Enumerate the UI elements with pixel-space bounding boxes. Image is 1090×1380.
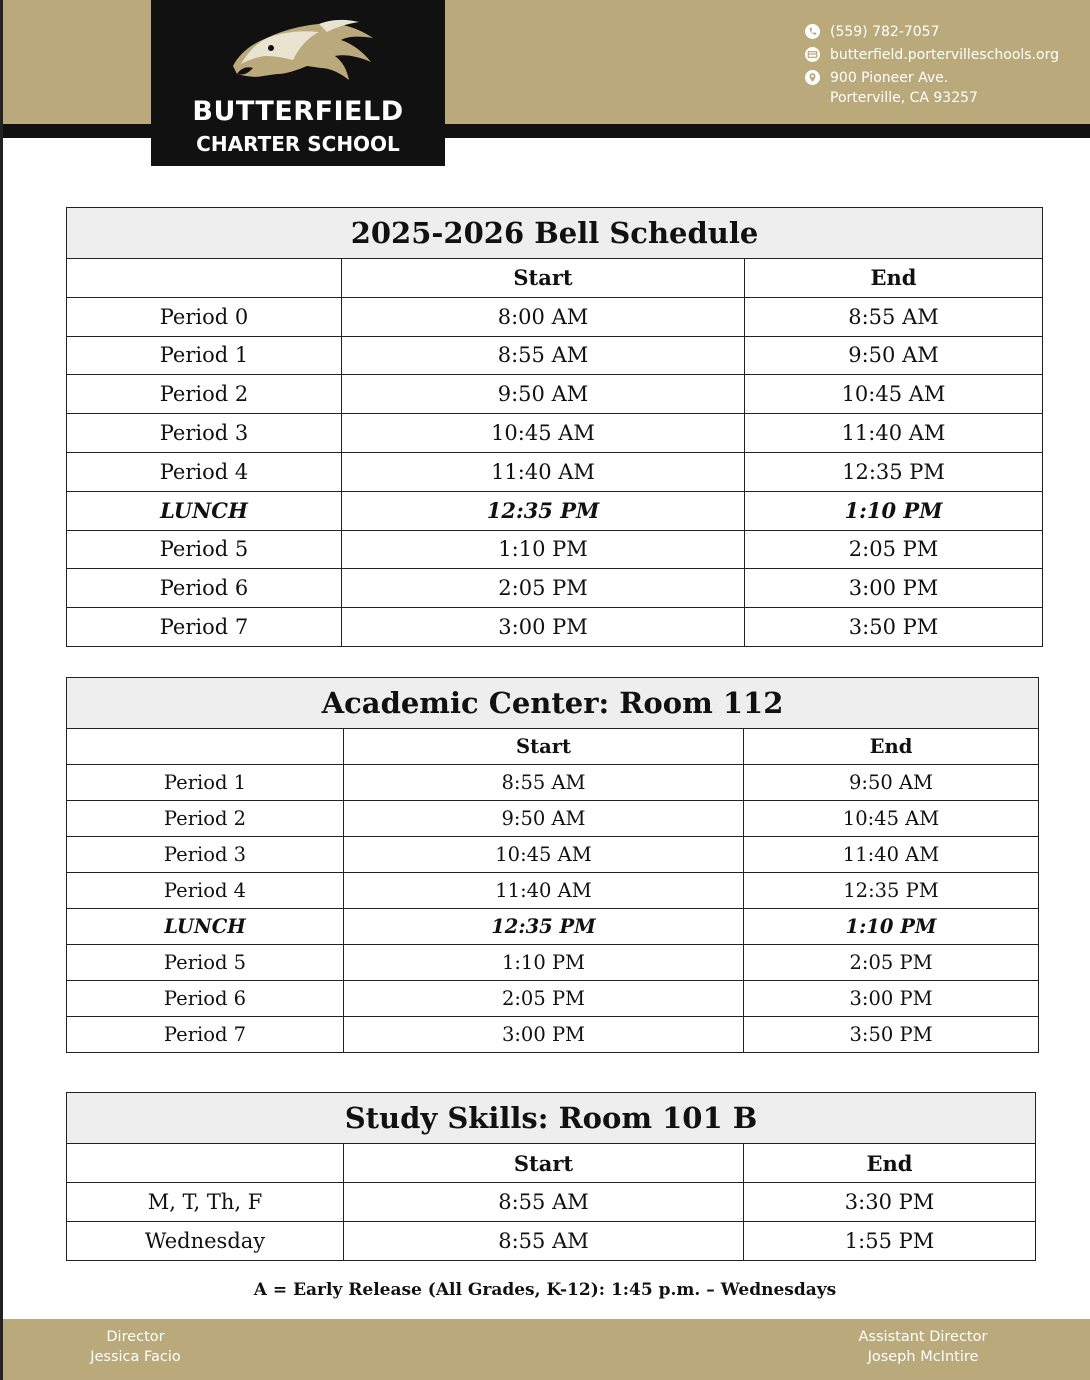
table-row: Period 5 1:10 PM 2:05 PM bbox=[67, 530, 1043, 569]
school-name-line1: BUTTERFIELD bbox=[192, 96, 404, 127]
header-blank bbox=[67, 259, 342, 298]
bell-schedule-title: 2025-2026 Bell Schedule bbox=[67, 208, 1043, 259]
lunch-row: LUNCH 12:35 PM 1:10 PM bbox=[67, 909, 1039, 945]
table-row: Period 7 3:00 PM 3:50 PM bbox=[67, 608, 1043, 647]
early-release-note: A = Early Release (All Grades, K-12): 1:45 p.m. – Wednesdays bbox=[253, 1280, 837, 1300]
table-row: Period 4 11:40 AM 12:35 PM bbox=[67, 873, 1039, 909]
table-row: Period 3 10:45 AM 11:40 AM bbox=[67, 837, 1039, 873]
header-blank bbox=[67, 729, 344, 765]
contact-website[interactable]: butterfield.portervilleschools.org bbox=[830, 47, 1059, 63]
academic-center-table bbox=[66, 677, 1039, 1053]
table-row: Period 2 9:50 AM 10:45 AM bbox=[67, 375, 1043, 414]
assistant-name: Joseph McIntire bbox=[867, 1349, 979, 1365]
director-name: Jessica Facio bbox=[90, 1349, 181, 1365]
header-end: End bbox=[744, 1144, 1036, 1183]
table-row: Period 5 1:10 PM 2:05 PM bbox=[67, 945, 1039, 981]
contact-phone: (559) 782-7057 bbox=[830, 24, 940, 40]
contact-info bbox=[805, 22, 1059, 106]
table-row: Period 2 9:50 AM 10:45 AM bbox=[67, 801, 1039, 837]
contact-address-line1: 900 Pioneer Ave. bbox=[830, 70, 949, 86]
table-row: Period 6 2:05 PM 3:00 PM bbox=[67, 569, 1043, 608]
header-end: End bbox=[745, 259, 1043, 298]
footer-band bbox=[3, 1319, 1090, 1380]
header-start: Start bbox=[342, 259, 745, 298]
phone-icon bbox=[805, 24, 820, 39]
location-pin-icon bbox=[805, 70, 820, 85]
mustang-logo-icon bbox=[227, 18, 377, 88]
director-title: Director bbox=[106, 1329, 165, 1345]
study-skills-table bbox=[66, 1092, 1036, 1261]
table-row: Wednesday 8:55 AM 1:55 PM bbox=[67, 1222, 1036, 1261]
table-row: Period 6 2:05 PM 3:00 PM bbox=[67, 981, 1039, 1017]
web-icon bbox=[805, 47, 820, 62]
table-row: Period 7 3:00 PM 3:50 PM bbox=[67, 1017, 1039, 1053]
school-name-line2: CHARTER SCHOOL bbox=[196, 132, 400, 156]
director-signature bbox=[63, 1327, 208, 1367]
study-skills-title: Study Skills: Room 101 B bbox=[67, 1093, 1036, 1144]
contact-address-line2: Porterville, CA 93257 bbox=[830, 90, 978, 106]
table-row: Period 1 8:55 AM 9:50 AM bbox=[67, 765, 1039, 801]
table-row: Period 3 10:45 AM 11:40 AM bbox=[67, 414, 1043, 453]
table-row: M, T, Th, F 8:55 AM 3:30 PM bbox=[67, 1183, 1036, 1222]
contact-phone-row bbox=[805, 22, 1059, 45]
bell-schedule-table bbox=[66, 207, 1043, 647]
assistant-title: Assistant Director bbox=[858, 1329, 988, 1345]
academic-center-title: Academic Center: Room 112 bbox=[67, 678, 1039, 729]
page-left-edge bbox=[0, 0, 3, 1380]
header-blank bbox=[67, 1144, 344, 1183]
header-end: End bbox=[744, 729, 1039, 765]
table-row: Period 1 8:55 AM 9:50 AM bbox=[67, 336, 1043, 375]
lunch-row: LUNCH 12:35 PM 1:10 PM bbox=[67, 491, 1043, 530]
table-row: Period 4 11:40 AM 12:35 PM bbox=[67, 452, 1043, 491]
header-start: Start bbox=[344, 1144, 744, 1183]
table-row: Period 0 8:00 AM 8:55 AM bbox=[67, 297, 1043, 336]
assistant-director-signature bbox=[843, 1327, 1003, 1367]
header-start: Start bbox=[344, 729, 744, 765]
school-logo bbox=[151, 0, 445, 166]
contact-web-row bbox=[805, 45, 1059, 68]
contact-address-row bbox=[805, 68, 1059, 106]
